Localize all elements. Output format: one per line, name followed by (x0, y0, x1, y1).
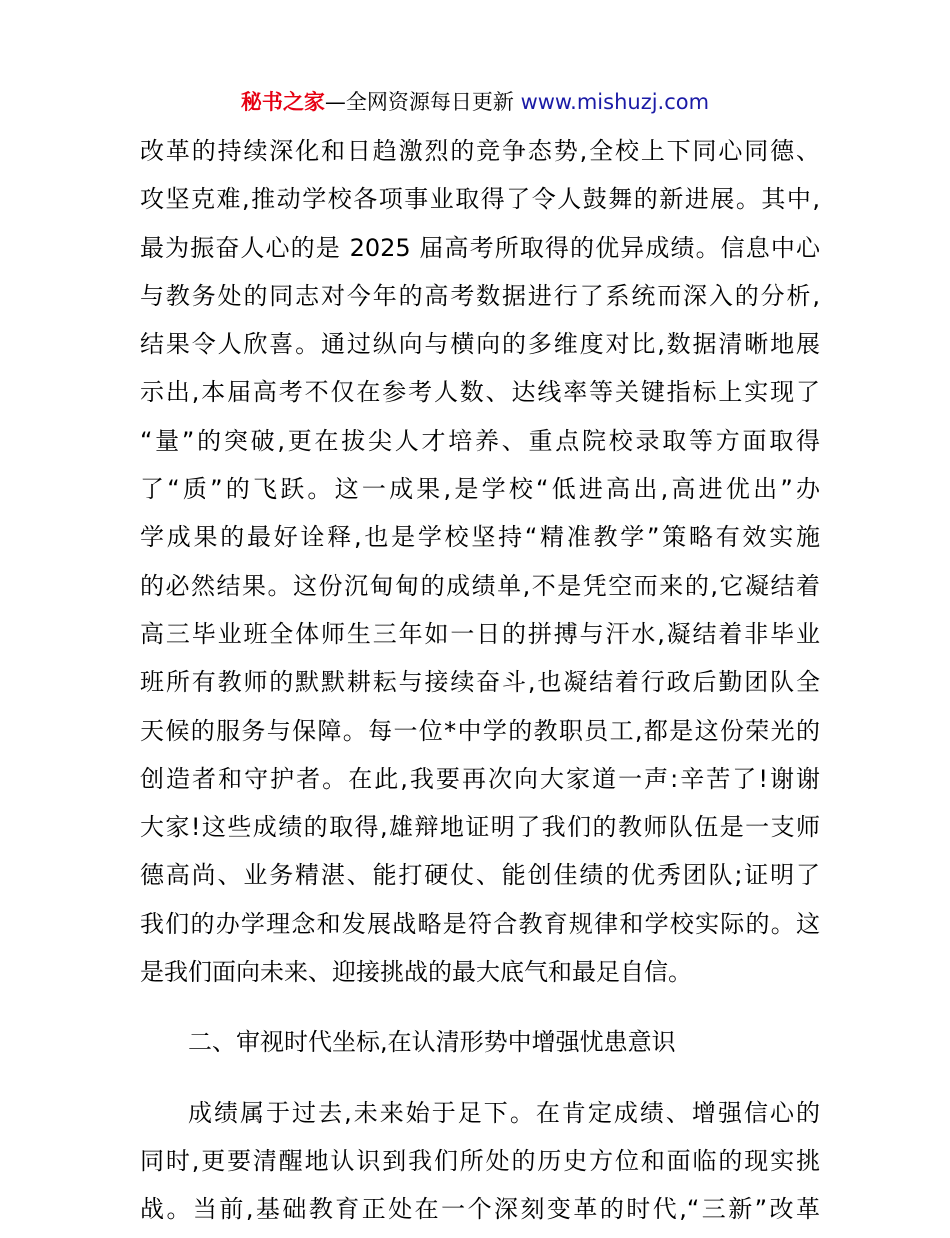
text-line: 的必然结果。这份沉甸甸的成绩单,不是凭空而来的,它凝结着 (140, 571, 820, 600)
text-line: 大家!这些成绩的取得,雄辩地证明了我们的教师队伍是一支师 (140, 813, 820, 842)
document-body (140, 131, 820, 1238)
page-header (0, 86, 950, 118)
text-line: 德高尚、业务精湛、能打硬仗、能创佳绩的优秀团队;证明了 (140, 861, 820, 890)
paragraph (140, 131, 820, 1000)
text-line: 创造者和守护者。在此,我要再次向大家道一声:辛苦了!谢谢 (140, 764, 820, 793)
text-line: 同时,更要清醒地认识到我们所处的历史方位和面临的现实挑 (140, 1146, 820, 1175)
text-line: 我们的办学理念和发展战略是符合教育规律和学校实际的。这 (140, 909, 820, 938)
text-line: 是我们面向未来、迎接挑战的最大底气和最足自信。 (140, 958, 692, 987)
site-brand: 秘书之家 (240, 90, 325, 114)
paragraph (140, 1093, 820, 1238)
site-tagline: —全网资源每日更新 (324, 90, 521, 114)
text-line: 了“质”的飞跃。这一成果,是学校“低进高出,高进优出”办 (140, 475, 820, 504)
text-line: 改革的持续深化和日趋激烈的竞争态势,全校上下同心同德、 (140, 137, 820, 165)
text-line: 高三毕业班全体师生三年如一日的拼搏与汗水,凝结着非毕业 (140, 619, 820, 648)
text-line: 成绩属于过去,未来始于足下。在肯定成绩、增强信心的 (188, 1098, 820, 1127)
text-line: 学成果的最好诠释,也是学校坚持“精准教学”策略有效实施 (140, 523, 820, 552)
text-line: 二、审视时代坐标,在认清形势中增强忧患意识 (188, 1028, 676, 1057)
text-line: “量”的突破,更在拔尖人才培养、重点院校录取等方面取得 (140, 426, 820, 455)
site-url-link[interactable]: www.mishuzj.com (520, 90, 710, 114)
text-line: 天候的服务与保障。每一位*中学的教职员工,都是这份荣光的 (140, 716, 820, 745)
text-line: 与教务处的同志对今年的高考数据进行了系统而深入的分析, (140, 281, 820, 310)
paragraph-gap (140, 1071, 820, 1093)
text-line: 战。当前,基础教育正处在一个深刻变革的时代,“三新”改革 (140, 1195, 820, 1224)
text-line: 最为振奋人心的是 2025 届高考所取得的优异成绩。信息中心 (140, 233, 820, 262)
text-line: 攻坚克难,推动学校各项事业取得了令人鼓舞的新进展。其中, (140, 185, 820, 214)
text-line: 班所有教师的默默耕耘与接续奋斗,也凝结着行政后勤团队全 (140, 668, 820, 697)
text-line: 示出,本届高考不仅在参考人数、达线率等关键指标上实现了 (140, 378, 820, 407)
section-heading (140, 1022, 820, 1070)
paragraph-gap (140, 1000, 820, 1022)
text-line: 结果令人欣喜。通过纵向与横向的多维度对比,数据清晰地展 (140, 330, 820, 359)
